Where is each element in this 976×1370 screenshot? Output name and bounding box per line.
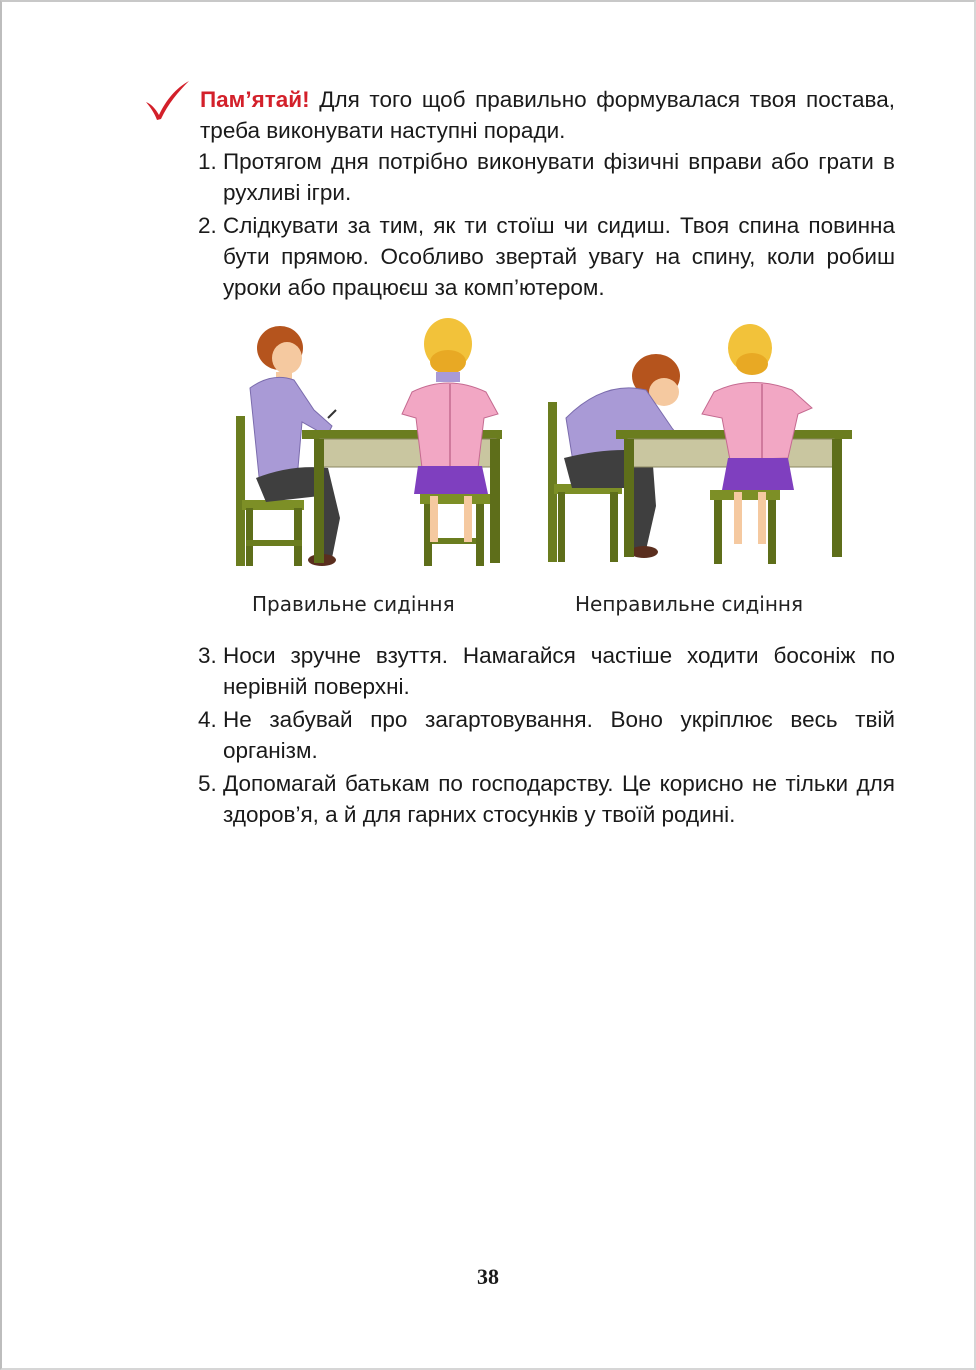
correct-sitting-scene (236, 318, 502, 566)
tips-list-first (198, 146, 895, 305)
list-item (198, 768, 895, 830)
incorrect-sitting-scene (548, 324, 852, 564)
check-mark-icon (142, 78, 192, 122)
item-number: 2. (198, 213, 217, 238)
caption-incorrect-sitting: Неправильне сидіння (575, 592, 804, 616)
remember-label: Пам’ятай! (200, 87, 310, 112)
item-text: Носи зручне взуття. Намагайся частіше ходити босоніж по нерівній поверхні. (223, 643, 895, 699)
item-text: Слідкувати за тим, як ти стоїш чи сидиш. Твоя спина повинна бути прямою. Особливо звертай увагу на спину, коли робиш уроки або працюєш за комп’ютером. (223, 213, 895, 300)
caption-correct-sitting: Правильне сидіння (252, 592, 455, 616)
item-text: Не забувай про загартовування. Воно укріплює весь твій організм. (223, 707, 895, 763)
list-item (198, 210, 895, 303)
intro-text: Для того щоб правильно формувалася твоя постава, треба виконувати наступні поради. (200, 87, 895, 143)
list-item (198, 640, 895, 702)
item-text: Протягом дня потрібно виконувати фізичні вправи або грати в рухливі ігри. (223, 149, 895, 205)
item-number: 4. (198, 707, 217, 732)
item-number: 5. (198, 771, 217, 796)
sitting-posture-illustration (232, 318, 857, 570)
item-text: Допомагай батькам по господарству. Це корисно не тільки для здоров’я, а й для гарних стосунків у твоїй родині. (223, 771, 895, 827)
intro-paragraph (200, 84, 895, 146)
page-number: 38 (477, 1264, 499, 1289)
list-item (198, 146, 895, 208)
item-number: 3. (198, 643, 217, 668)
list-item (198, 704, 895, 766)
item-number: 1. (198, 149, 217, 174)
tips-list-second (198, 640, 895, 832)
